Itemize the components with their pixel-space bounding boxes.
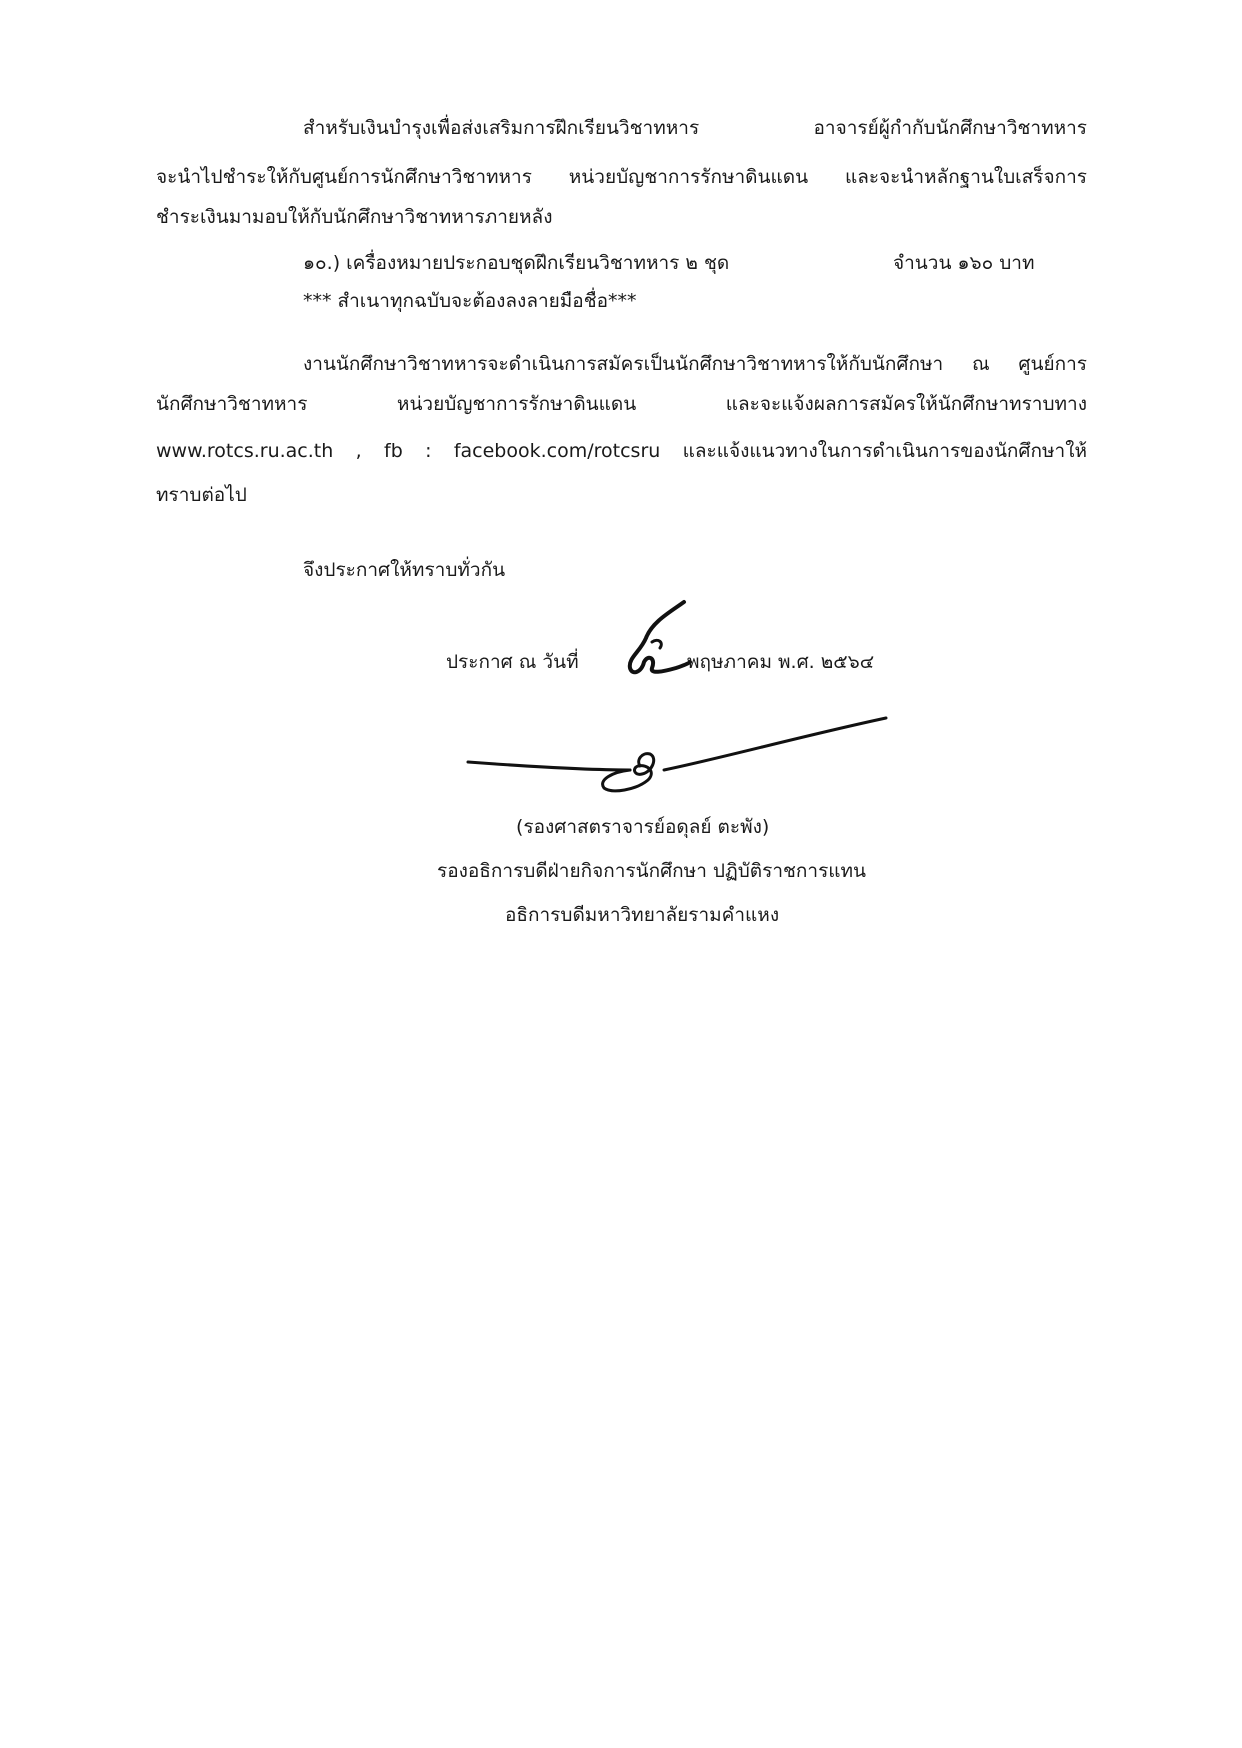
item10-amount: จำนวน ๑๖๐ บาท — [893, 252, 1035, 274]
signer-title: รองอธิการบดีฝ่ายกิจการนักศึกษา ปฏิบัติราชการแทน — [437, 860, 867, 882]
signature-note: *** สำเนาทุกฉบับจะต้องลงลายมือชื่อ*** — [303, 290, 637, 312]
paragraph2-line3: www.rotcs.ru.ac.th , fb : facebook.com/rotcsru และแจ้งแนวทางในการดำเนินการของนักศึกษาให้ — [156, 440, 1087, 462]
paragraph1-line3: ชำระเงินมามอบให้กับนักศึกษาวิชาทหารภายหลัง — [156, 206, 553, 228]
paragraph1-line2: จะนำไปชำระให้กับศูนย์การนักศึกษาวิชาทหาร หน่วยบัญชาการรักษาดินแดน และจะนำหลักฐานใบเสร็จการ — [156, 166, 1087, 188]
paragraph1-line1: สำหรับเงินบำรุงเพื่อส่งเสริมการฝึกเรียนวิชาทหาร อาจารย์ผู้กำกับนักศึกษาวิชาทหาร — [303, 117, 1087, 139]
signer-title-2: อธิการบดีมหาวิทยาลัยรามคำแหง — [505, 904, 780, 926]
signature-mark — [462, 714, 890, 794]
paragraph2-line4: ทราบต่อไป — [156, 484, 247, 506]
handwritten-day-numeral — [622, 598, 692, 678]
paragraph2-line2: นักศึกษาวิชาทหาร หน่วยบัญชาการรักษาดินแดน และจะแจ้งผลการสมัครให้นักศึกษาทราบทาง — [156, 393, 1087, 415]
paragraph2-line1: งานนักศึกษาวิชาทหารจะดำเนินการสมัครเป็นนักศึกษาวิชาทหารให้กับนักศึกษา ณ ศูนย์การ — [303, 353, 1087, 375]
date-month-year: พฤษภาคม พ.ศ. ๒๕๖๔ — [687, 651, 875, 673]
closing-statement: จึงประกาศให้ทราบทั่วกัน — [303, 559, 506, 581]
signer-name: (รองศาสตราจารย์อดุลย์ ตะพัง) — [516, 816, 770, 838]
date-prefix: ประกาศ ณ วันที่ — [446, 651, 579, 673]
item10-description: ๑๐.) เครื่องหมายประกอบชุดฝึกเรียนวิชาทหาร ๒ ชุด — [303, 252, 730, 274]
